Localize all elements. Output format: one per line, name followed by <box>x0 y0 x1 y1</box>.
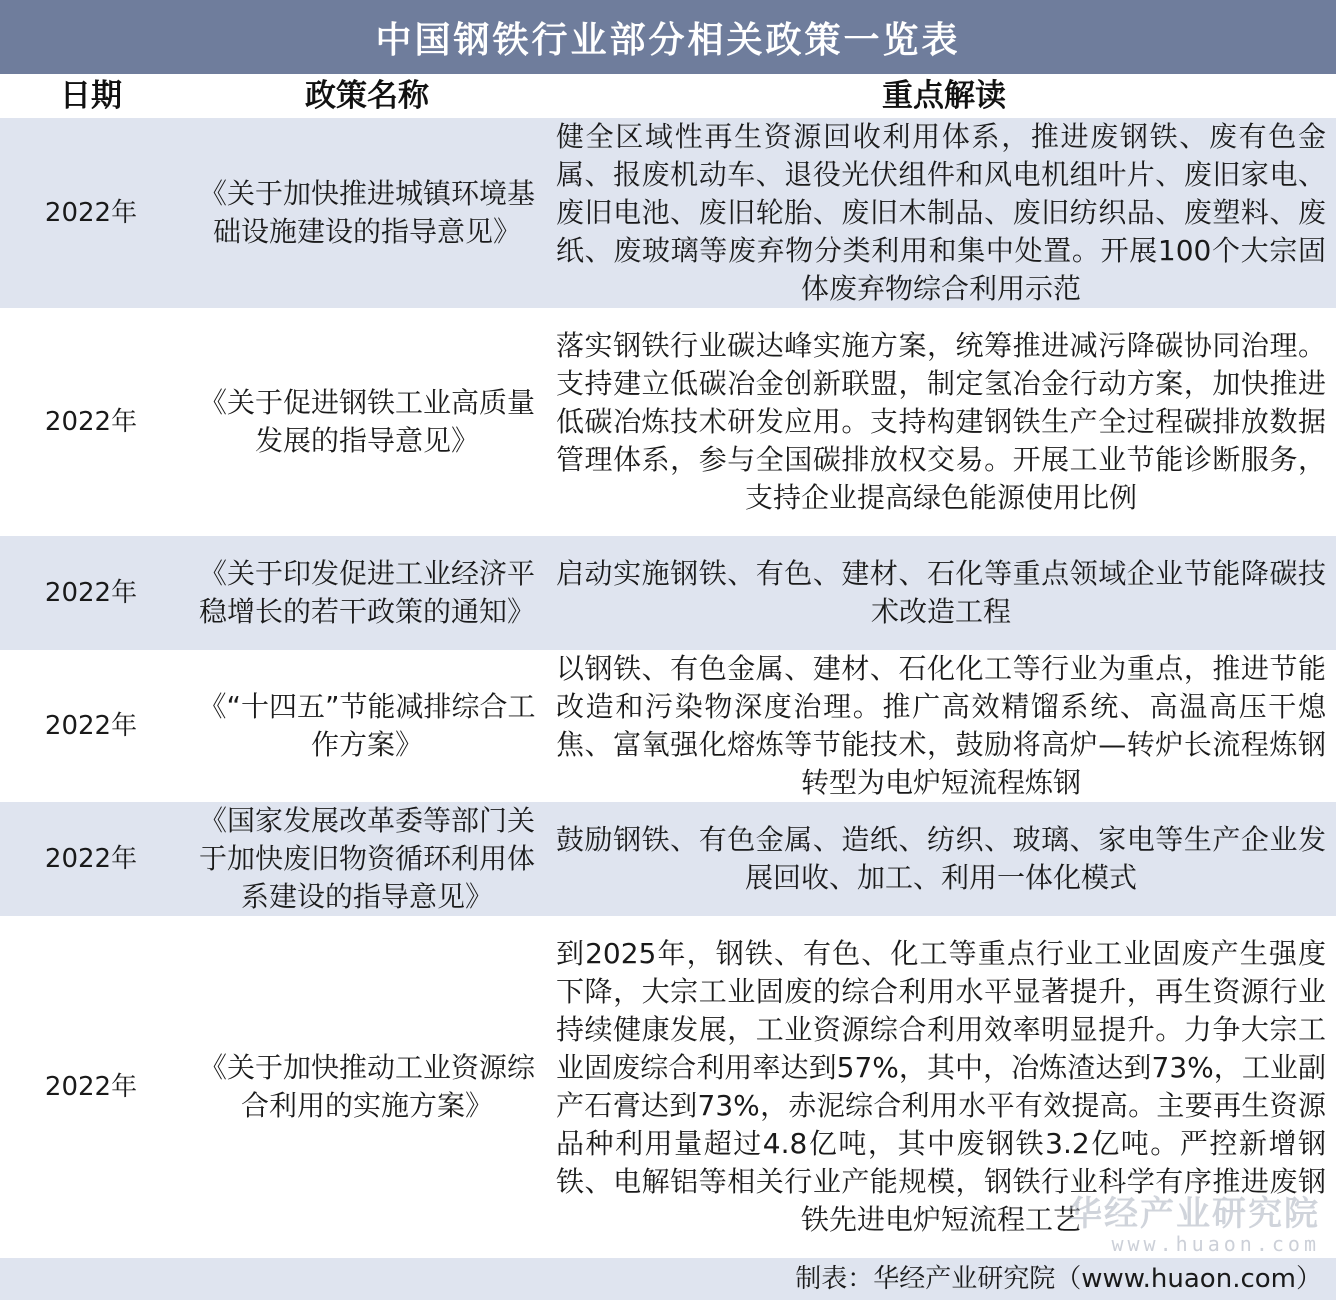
cell-policy-name: 《关于加快推动工业资源综合利用的实施方案》 <box>182 916 552 1258</box>
header-key-points: 重点解读 <box>552 74 1336 118</box>
cell-policy-name: 《关于促进钢铁工业高质量发展的指导意见》 <box>182 308 552 536</box>
table-row <box>0 308 1336 536</box>
cell-key-points: 以钢铁、有色金属、建材、石化化工等行业为重点，推进节能改造和污染物深度治理。推广高效精馏系统、高温高压干熄焦、富氧强化熔炼等节能技术，鼓励将高炉—转炉长流程炼钢转型为电炉短流程炼钢 <box>552 650 1336 802</box>
header-row <box>0 74 1336 118</box>
table-row <box>0 536 1336 650</box>
cell-key-points: 启动实施钢铁、有色、建材、石化等重点领域企业节能降碳技术改造工程 <box>552 536 1336 650</box>
cell-date: 2022年 <box>0 916 182 1258</box>
cell-date: 2022年 <box>0 650 182 802</box>
table-row <box>0 650 1336 802</box>
header-policy-name: 政策名称 <box>182 74 552 118</box>
table-row <box>0 916 1336 1258</box>
cell-policy-name: 《关于加快推进城镇环境基础设施建设的指导意见》 <box>182 118 552 308</box>
table-title: 中国钢铁行业部分相关政策一览表 <box>0 0 1336 74</box>
header-date: 日期 <box>0 74 182 118</box>
cell-key-points: 鼓励钢铁、有色金属、造纸、纺织、玻璃、家电等生产企业发展回收、加工、利用一体化模式 <box>552 802 1336 916</box>
policy-table <box>0 74 1336 1258</box>
table-row <box>0 118 1336 308</box>
cell-date: 2022年 <box>0 802 182 916</box>
cell-policy-name: 《“十四五”节能减排综合工作方案》 <box>182 650 552 802</box>
cell-date: 2022年 <box>0 308 182 536</box>
cell-policy-name: 《关于印发促进工业经济平稳增长的若干政策的通知》 <box>182 536 552 650</box>
cell-date: 2022年 <box>0 118 182 308</box>
watermark-url-text: www.huaon.com <box>1111 1232 1320 1256</box>
cell-key-points: 到2025年，钢铁、有色、化工等重点行业工业固废产生强度下降，大宗工业固废的综合利用水平显著提升，再生资源行业持续健康发展，工业资源综合利用效率明显提升。力争大宗工业固废综合利用率达到57%，其中，冶炼渣达到73%，工业副产石膏达到73%，赤泥综合利用水平有效提高。主要再生资源品种利用量超过4.8亿吨，其中废钢铁3.2亿吨。严控新增钢铁、电解铝等相关行业产能规模，钢铁行业科学有序推进废钢铁先进电炉短流程工艺 <box>552 916 1336 1258</box>
watermark-logo-text: 华经产业研究院 <box>1068 1194 1320 1234</box>
cell-key-points: 健全区域性再生资源回收利用体系，推进废钢铁、废有色金属、报废机动车、退役光伏组件和风电机组叶片、废旧家电、废旧电池、废旧轮胎、废旧木制品、废旧纺织品、废塑料、废纸、废玻璃等废弃物分类利用和集中处置。开展100个大宗固体废弃物综合利用示范 <box>552 118 1336 308</box>
table-row <box>0 802 1336 916</box>
source-footer: 制表：华经产业研究院（www.huaon.com） <box>0 1258 1336 1300</box>
cell-key-points: 落实钢铁行业碳达峰实施方案，统筹推进减污降碳协同治理。支持建立低碳冶金创新联盟，制定氢冶金行动方案，加快推进低碳冶炼技术研发应用。支持构建钢铁生产全过程碳排放数据管理体系，参与全国碳排放权交易。开展工业节能诊断服务，支持企业提高绿色能源使用比例 <box>552 308 1336 536</box>
cell-policy-name: 《国家发展改革委等部门关于加快废旧物资循环利用体系建设的指导意见》 <box>182 802 552 916</box>
cell-date: 2022年 <box>0 536 182 650</box>
